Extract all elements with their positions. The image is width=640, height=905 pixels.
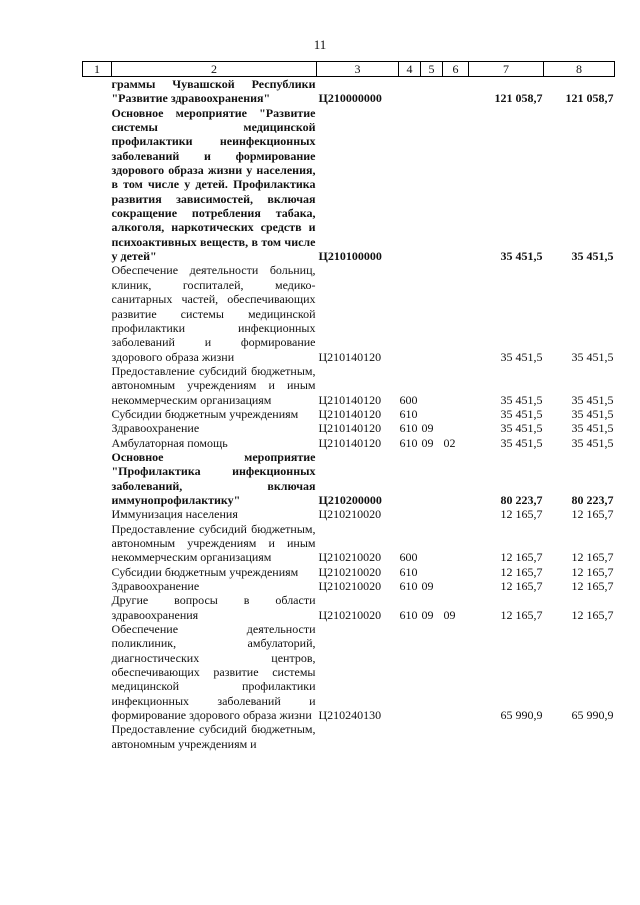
amount-year-2: 35 451,5 (571, 349, 614, 364)
subsection-code (443, 421, 469, 435)
amount-year-1: 35 451,5 (500, 392, 543, 407)
empty-cell (83, 263, 112, 363)
section-code: 09 (421, 579, 434, 594)
target-code: Ц210210020 (318, 579, 382, 594)
amount-year-2: 65 990,9 (571, 708, 614, 723)
table-row (83, 436, 615, 450)
empty-cell (83, 450, 112, 507)
section-code (421, 565, 443, 579)
subsection-code (443, 106, 469, 264)
section-code: 09 (421, 435, 434, 450)
column-header: 2 (112, 62, 317, 77)
section-code (421, 407, 443, 421)
target-code: Ц210140120 (318, 392, 382, 407)
section-code (421, 622, 443, 722)
target-code: Ц210140120 (318, 421, 382, 436)
subsection-code (443, 507, 469, 521)
target-code: Ц210240130 (318, 708, 382, 723)
section-code: 09 (421, 421, 434, 436)
item-name: Другие вопросы в области здравоохранения (111, 593, 316, 622)
budget-table (82, 61, 615, 751)
column-header: 1 (83, 62, 112, 77)
subsection-code (443, 450, 469, 507)
table-row (83, 622, 615, 722)
page-number: 11 (313, 37, 327, 52)
expense-type: 610 (399, 579, 418, 594)
expense-type: 610 (399, 435, 418, 450)
item-name: Обеспечение деятельности поликлиник, амбулаторий, диагностических центров, обеспечивающих развитие системы медицинской профилактики инфекционных заболеваний и формирование здорового образа жизни (111, 622, 316, 723)
section-code (421, 364, 443, 407)
empty-cell (83, 622, 112, 722)
amount-year-1: 12 165,7 (500, 607, 543, 622)
expense-type (399, 263, 421, 363)
section-code (421, 77, 443, 106)
amount-year-1: 12 165,7 (500, 550, 543, 565)
empty-cell (83, 507, 112, 521)
table-row (83, 106, 615, 264)
table-row (83, 450, 615, 507)
subsection-code (443, 407, 469, 421)
expense-type (399, 450, 421, 507)
item-name: Здравоохранение (111, 579, 200, 594)
item-name: Предоставление субсидий бюджетным, автономным учреждениям и иным некоммерческим организациям (111, 363, 316, 407)
column-header: 7 (469, 62, 544, 77)
amount-year-2 (544, 722, 615, 751)
item-name: граммы Чувашской Республики "Развитие здравоохранения" (111, 77, 316, 106)
table-row (83, 507, 615, 521)
empty-cell (83, 407, 112, 421)
empty-cell (83, 565, 112, 579)
table-row (83, 565, 615, 579)
table-row (83, 364, 615, 407)
target-code: Ц210140120 (318, 406, 382, 421)
expense-type: 610 (399, 564, 418, 579)
subsection-code (443, 263, 469, 363)
amount-year-1: 35 451,5 (500, 249, 543, 264)
subsection-code (443, 622, 469, 722)
empty-cell (83, 421, 112, 435)
item-name: Предоставление субсидий бюджетным, автономным учреждениям и (111, 722, 316, 751)
expense-type: 600 (399, 550, 418, 565)
target-code: Ц210100000 (318, 249, 382, 264)
amount-year-1: 35 451,5 (500, 435, 543, 450)
amount-year-1: 12 165,7 (500, 579, 543, 594)
target-code: Ц210210020 (318, 550, 382, 565)
expense-type: 610 (399, 607, 418, 622)
subsection-code (443, 522, 469, 565)
expense-type (399, 722, 421, 751)
amount-year-2: 35 451,5 (571, 392, 614, 407)
amount-year-2: 35 451,5 (571, 435, 614, 450)
expense-type (399, 77, 421, 106)
amount-year-1: 35 451,5 (500, 421, 543, 436)
section-code (421, 263, 443, 363)
subsection-code (443, 722, 469, 751)
section-code (421, 507, 443, 521)
amount-year-1: 35 451,5 (500, 406, 543, 421)
column-header: 5 (421, 62, 443, 77)
expense-type (399, 622, 421, 722)
subsection-code: 02 (443, 435, 456, 450)
table-body (83, 77, 615, 752)
section-code (421, 522, 443, 565)
column-header: 4 (399, 62, 421, 77)
table-row (83, 263, 615, 363)
section-code (421, 106, 443, 264)
target-code: Ц210140120 (318, 349, 382, 364)
table-row (83, 579, 615, 593)
table-header-row (83, 62, 615, 77)
item-name: Здравоохранение (111, 421, 200, 436)
subsection-code (443, 579, 469, 593)
empty-cell (83, 722, 112, 751)
item-name: Иммунизация населения (111, 507, 238, 522)
amount-year-2: 12 165,7 (571, 607, 614, 622)
table-row (83, 522, 615, 565)
column-header: 8 (544, 62, 615, 77)
amount-year-2: 12 165,7 (571, 550, 614, 565)
amount-year-1 (469, 722, 544, 751)
amount-year-2: 80 223,7 (571, 492, 614, 507)
empty-cell (83, 77, 112, 106)
section-code: 09 (421, 607, 434, 622)
empty-cell (83, 364, 112, 407)
subsection-code (443, 565, 469, 579)
item-name: Субсидии бюджетным учреждениям (111, 564, 299, 579)
amount-year-1: 12 165,7 (500, 564, 543, 579)
amount-year-1: 12 165,7 (500, 507, 543, 522)
item-name: Обеспечение деятельности больниц, клиник, госпиталей, медико-санитарных частей, обеспечивающих развитие системы медицинской профилактики инфекционных заболеваний и формирование здорового образа жизни (111, 263, 316, 364)
expense-type: 610 (399, 421, 418, 436)
table-row (83, 722, 615, 751)
item-name: Предоставление субсидий бюджетным, автономным учреждениям и иным некоммерческим организациям (111, 521, 316, 565)
section-code (421, 450, 443, 507)
empty-cell (83, 106, 112, 264)
amount-year-2: 12 165,7 (571, 507, 614, 522)
target-code: Ц210210020 (318, 607, 382, 622)
amount-year-2: 12 165,7 (571, 564, 614, 579)
table-row (83, 593, 615, 622)
amount-year-2: 121 058,7 (565, 91, 614, 106)
section-code (421, 722, 443, 751)
expense-type (399, 507, 421, 521)
item-name: Основное мероприятие "Профилактика инфекционных заболеваний, включая иммунопрофилактику" (111, 449, 316, 507)
expense-type (399, 106, 421, 264)
empty-cell (83, 593, 112, 622)
empty-cell (83, 579, 112, 593)
amount-year-2: 35 451,5 (571, 249, 614, 264)
amount-year-1: 121 058,7 (494, 91, 543, 106)
target-code: Ц210000000 (318, 91, 382, 106)
empty-cell (83, 436, 112, 450)
subsection-code (443, 77, 469, 106)
subsection-code: 09 (443, 607, 456, 622)
amount-year-1: 65 990,9 (500, 708, 543, 723)
subsection-code (443, 364, 469, 407)
amount-year-2: 12 165,7 (571, 579, 614, 594)
amount-year-1: 80 223,7 (500, 492, 543, 507)
amount-year-2: 35 451,5 (571, 421, 614, 436)
column-header: 3 (317, 62, 399, 77)
item-name: Субсидии бюджетным учреждениям (111, 406, 299, 421)
empty-cell (83, 522, 112, 565)
target-code: Ц210200000 (318, 492, 382, 507)
target-code (317, 722, 399, 751)
expense-type: 610 (399, 406, 418, 421)
table-row (83, 77, 615, 106)
target-code: Ц210210020 (318, 564, 382, 579)
item-name: Основное мероприятие "Развитие системы медицинской профилактики неинфекционных заболеваний и формирование здорового образа жизни у населения, в том числе у детей. Профилактика развития зависимостей, включая сокращение потребления табака, алкоголя, наркотических средств и психоактивных веществ, в том числе у детей" (111, 105, 316, 264)
target-code: Ц210210020 (318, 507, 382, 522)
amount-year-2: 35 451,5 (571, 406, 614, 421)
item-name: Амбулаторная помощь (111, 435, 228, 450)
column-header: 6 (443, 62, 469, 77)
table-row (83, 407, 615, 421)
expense-type: 600 (399, 392, 418, 407)
target-code: Ц210140120 (318, 435, 382, 450)
table-row (83, 421, 615, 435)
amount-year-1: 35 451,5 (500, 349, 543, 364)
